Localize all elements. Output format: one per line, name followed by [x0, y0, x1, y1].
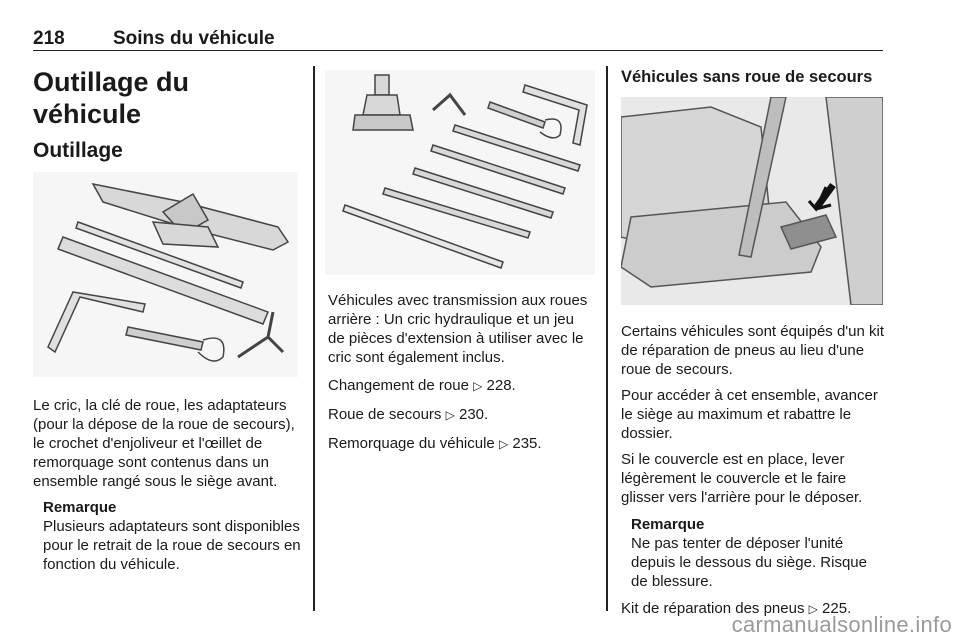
page-header: [33, 26, 883, 51]
tool-kit-illustration: [33, 172, 298, 377]
repair-kit-intro: Certains véhicules sont équipés d'un kit de réparation de pneus au lieu d'une roue de secours.: [621, 323, 885, 378]
cover-instructions: Si le couvercle est en place, lever légèrement le couvercle et le faire glisser vers l'arrière pour le déposer.: [621, 451, 863, 506]
ref-wheel-change[interactable]: Changement de roue ▷ 228.: [328, 377, 516, 394]
watermark: carmanualsonline.info: [731, 612, 952, 637]
ref-spare-wheel[interactable]: Roue de secours ▷ 230.: [328, 406, 489, 423]
note-box: [33, 498, 301, 574]
rwd-description: Véhicules avec transmission aux roues arrière : Un cric hydraulique et un jeu de pièces d'extension à utiliser avec le cric sont également inclus.: [328, 292, 588, 366]
note-title: Remarque: [631, 516, 705, 533]
note-title: Remarque: [43, 499, 117, 516]
right-text-block: [621, 322, 887, 619]
page-number: 218: [33, 28, 65, 49]
column-divider: [313, 66, 315, 611]
access-instructions: Pour accéder à cet ensemble, avancer le siège au maximum et rabattre le dossier.: [621, 387, 878, 442]
ref-arrow-icon: ▷: [808, 602, 818, 616]
ref-towing[interactable]: Remorquage du véhicule ▷ 235.: [328, 435, 542, 452]
right-column: [621, 66, 886, 88]
seat-compartment-illustration: [621, 97, 883, 305]
ref-arrow-icon: ▷: [498, 437, 509, 451]
middle-text-block: [328, 291, 593, 454]
tools-description: Le cric, la clé de roue, les adaptateurs (pour la dépose de la roue de secours), le crochet d'enjoliveur et l'œillet de remorquage sont contenus dans un ensemble rangé sous le siège avant.: [33, 397, 295, 490]
ref-arrow-icon: ▷: [473, 379, 483, 393]
warning-note: [621, 515, 887, 591]
column-divider: [606, 66, 608, 611]
note-text: Plusieurs adaptateurs sont disponibles pour le retrait de la roue de secours en fonction du véhicule.: [43, 518, 301, 573]
ref-arrow-icon: ▷: [445, 408, 455, 422]
note-text: Ne pas tenter de déposer l'unité depuis le dessous du siège. Risque de blessure.: [631, 535, 867, 590]
section-title: Soins du véhicule: [113, 28, 275, 49]
left-text-block: [33, 396, 301, 574]
ref-tyre-repair-kit[interactable]: Kit de réparation des pneus ▷ 225.: [621, 600, 852, 617]
section-heading-no-spare: Véhicules sans roue de secours: [621, 68, 873, 86]
subtitle: Outillage: [33, 139, 123, 162]
hydraulic-jack-illustration: [325, 70, 595, 275]
page-title: Outillage du véhicule: [33, 67, 190, 129]
